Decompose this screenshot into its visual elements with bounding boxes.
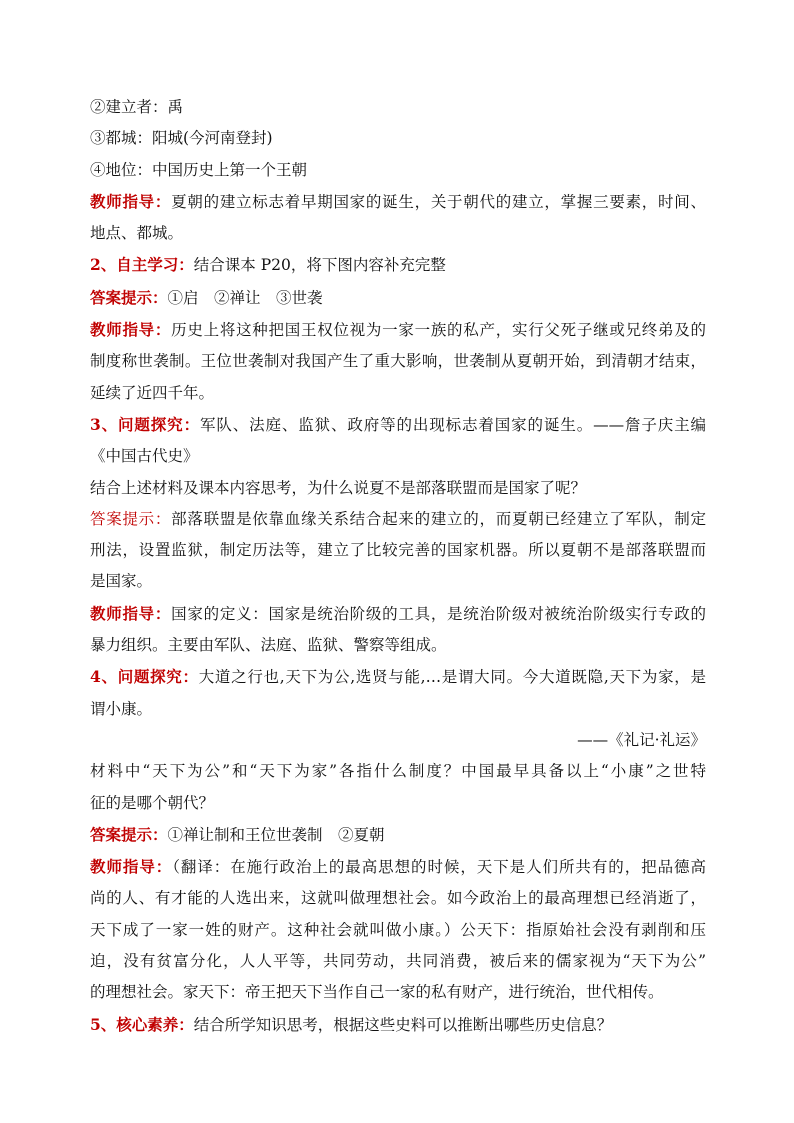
text-line — [90, 598, 706, 630]
text-line — [90, 851, 706, 883]
line-text: 迫，没有贫富分化，人人平等，共同劳动，共同消费，被后来的儒家视为“天下为公” — [90, 952, 706, 971]
inquiry-label: 3、问题探究： — [90, 414, 200, 434]
line-text: 大道之行也,天下为公,选贤与能,…是谓大同。今大道既隐,天下为家，是 — [198, 668, 706, 687]
line-text: 的理想社会。家天下：帝王把天下当作自己一家的私有财产，进行统治，世代相传。 — [90, 983, 664, 1002]
teacher-guide-label: 教师指导： — [90, 603, 172, 623]
line-text: ①禅让制和王位世袭制 ②夏朝 — [167, 825, 385, 844]
text-line — [90, 378, 706, 409]
line-text: 地点、都城。 — [90, 224, 184, 243]
text-line — [90, 282, 706, 314]
line-text: 夏朝的建立标志着早期国家的诞生，关于朝代的建立，掌握三要素，时间、 — [171, 192, 706, 211]
text-line — [90, 186, 706, 218]
line-text: （翻译：在施行政治上的最高思想的时候，天下是人们所共有的，把品德高 — [172, 858, 706, 877]
line-text: ①启 ②禅让 ③世袭 — [167, 288, 323, 307]
text-line — [90, 473, 706, 504]
line-text: 天下成了一家一姓的财产。这种社会就叫做小康。）公天下：指原始社会没有剥削和压 — [90, 920, 706, 939]
line-text: 是国家。 — [90, 572, 153, 591]
text-line — [90, 788, 706, 819]
line-text: 尚的人、有才能的人选出来，这就叫做理想社会。如今政治上的最高理想已经消逝了， — [90, 889, 706, 908]
line-text: 结合上述材料及课本内容思考，为什么说夏不是部落联盟而是国家了呢？ — [90, 478, 587, 497]
teacher-guide-label: 教师指导： — [90, 320, 172, 340]
line-text: ②建立者：禹 — [90, 98, 184, 116]
line-text: ③都城：阳城(今河南登封) — [90, 129, 273, 148]
line-text: 结合所学知识思考，根据这些史料可以推断出哪些历史信息？ — [193, 1015, 613, 1034]
inquiry-label: 4、问题探究： — [90, 667, 199, 687]
line-text: 谓小康。 — [90, 699, 153, 718]
text-line — [90, 535, 706, 566]
core-literacy-label: 5、核心素养： — [90, 1014, 194, 1034]
text-line — [90, 661, 706, 693]
text-line — [90, 946, 706, 977]
text-line — [90, 346, 706, 377]
line-text: 军队、法庭、监狱、政府等的出现标志着国家的诞生。——詹子庆主编 — [199, 415, 706, 434]
text-line — [90, 218, 706, 249]
text-line — [90, 92, 706, 123]
text-line — [90, 756, 706, 787]
text-line — [90, 314, 706, 346]
text-line — [90, 155, 706, 186]
line-text: 制度称世袭制。王位世袭制对我国产生了重大影响，世袭制从夏朝开始，到清朝才结束， — [90, 352, 706, 371]
teacher-guide-label: 教师指导： — [90, 191, 172, 211]
line-text: 征的是哪个朝代？ — [90, 793, 215, 812]
teacher-guide-label: 教师指导： — [90, 857, 173, 877]
text-line — [90, 630, 706, 661]
answer-hint-label: 答案提示： — [90, 824, 168, 844]
text-line — [90, 694, 706, 725]
answer-hint-label: 答案提示： — [90, 509, 172, 528]
text-line — [90, 819, 706, 851]
answer-hint-label: 答案提示： — [90, 287, 168, 307]
text-line — [90, 1009, 706, 1041]
text-line — [90, 566, 706, 597]
line-text: ④地位：中国历史上第一个王朝 — [90, 160, 308, 179]
line-text: 刑法，设置监狱，制定历法等，建立了比较完善的国家机器。所以夏朝不是部落联盟而 — [90, 541, 706, 560]
line-text: 延续了近四千年。 — [90, 383, 215, 402]
line-text: 结合课本 P20，将下图内容补充完整 — [193, 256, 446, 275]
text-line — [90, 915, 706, 946]
line-text: 暴力组织。主要由军队、法庭、监狱、警察等组成。 — [90, 636, 447, 655]
line-text: 材料中“天下为公”和“天下为家”各指什么制度？中国最早具备以上“小康”之世特 — [90, 762, 706, 781]
document-page — [90, 92, 706, 1041]
text-line — [90, 123, 706, 154]
line-text: 历史上将这种把国王权位视为一家一族的私产，实行父死子继或兄终弟及的 — [171, 321, 706, 340]
line-text: 部落联盟是依靠血缘关系结合起来的建立的，而夏朝已经建立了军队，制定 — [171, 509, 706, 528]
line-text: 《中国古代史》 — [90, 447, 199, 466]
text-line — [90, 883, 706, 914]
text-line — [90, 441, 706, 472]
text-line — [90, 977, 706, 1008]
text-line — [90, 249, 706, 281]
citation-text: ——《礼记·礼运》 — [577, 730, 706, 749]
self-study-label: 2、自主学习： — [90, 255, 194, 275]
text-line — [90, 409, 706, 441]
text-line — [90, 504, 706, 535]
line-text: 国家的定义：国家是统治阶级的工具，是统治阶级对被统治阶级实行专政的 — [171, 604, 706, 623]
citation-line — [90, 725, 706, 756]
